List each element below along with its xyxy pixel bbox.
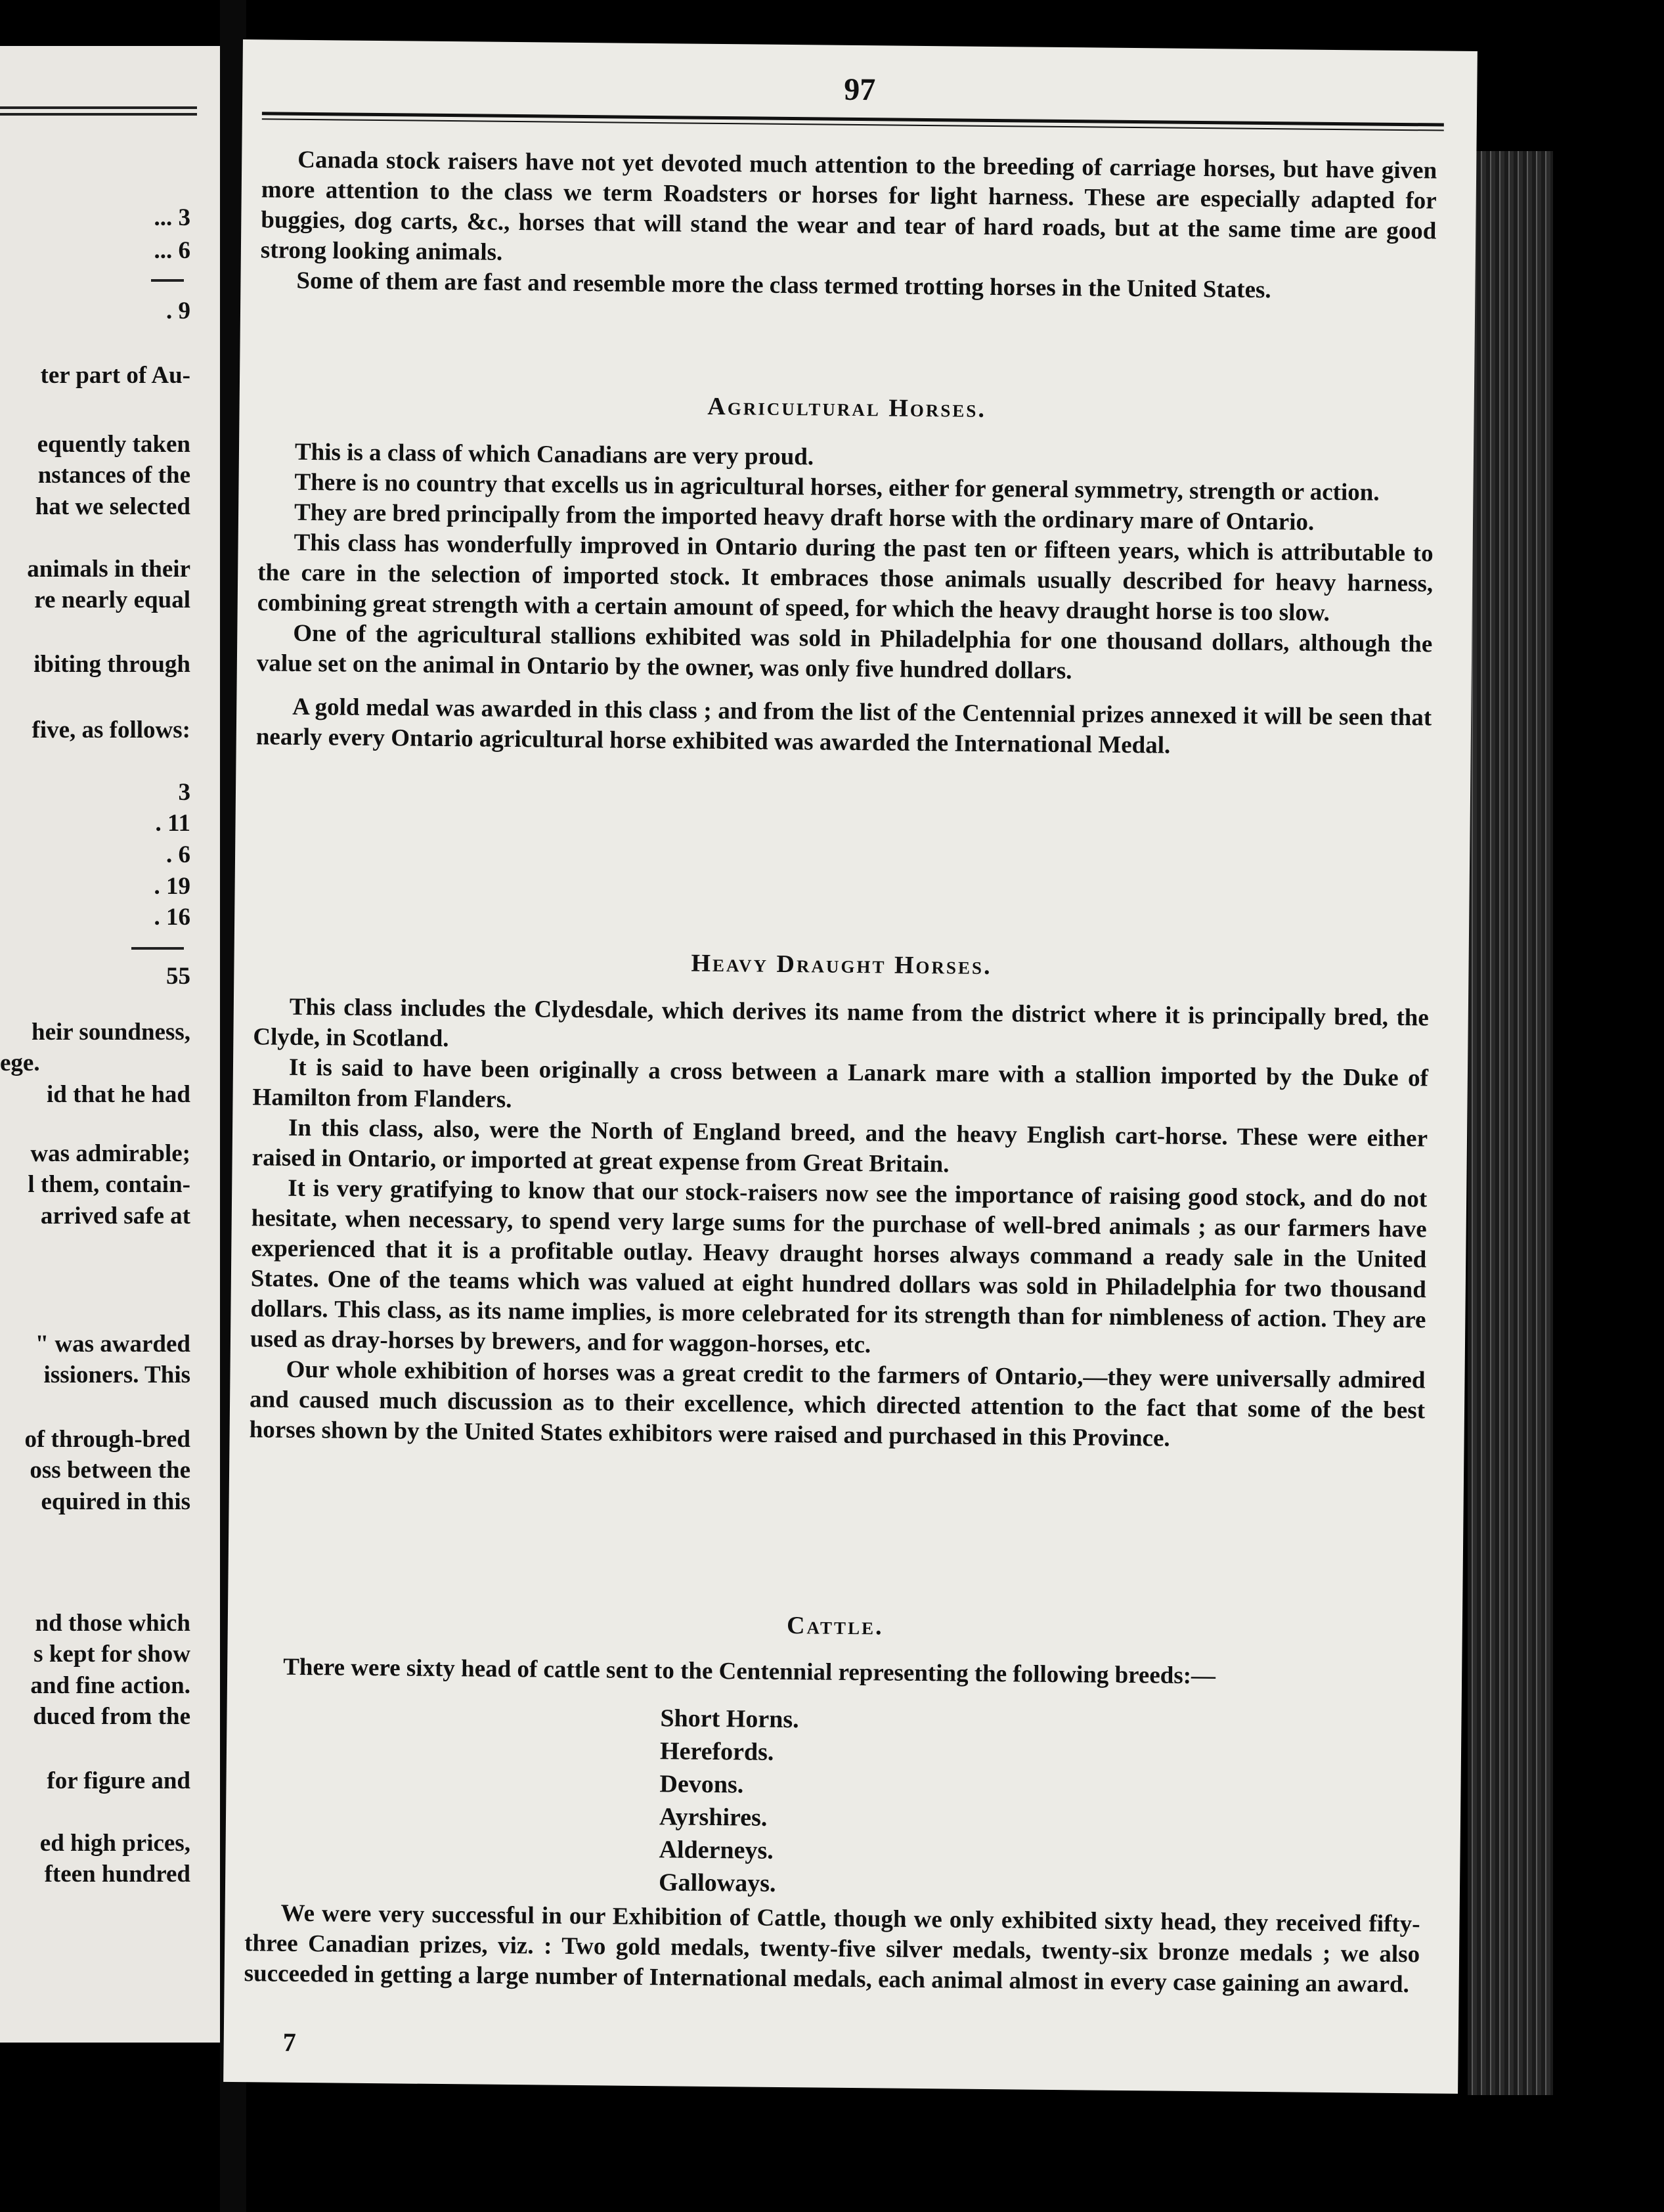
- signature-mark: 7: [282, 2027, 296, 2057]
- facing-line: nd those which: [35, 1610, 190, 1637]
- facing-line: ... 6: [154, 237, 190, 264]
- body-paragraph: In this class, also, were the North of England breed, and the heavy English cart-horse. These were either raised in Ontario, or imported at great expense from Great Britain.: [252, 1114, 1428, 1178]
- facing-line: heir soundness,: [32, 1019, 190, 1046]
- facing-page-fragment: [0, 46, 220, 2043]
- heavy-draught-heading: Heavy Draught Horses.: [691, 949, 992, 981]
- facing-line: duced from the: [33, 1703, 190, 1730]
- body-paragraph: It is said to have been originally a cross between a Lanark mare with a stallion imported by the Duke of Hamilton from Flanders.: [252, 1053, 1429, 1114]
- facing-line: hat we selected: [35, 493, 190, 520]
- facing-line: 3: [178, 779, 190, 806]
- facing-line: issioners. This: [43, 1361, 190, 1388]
- facing-line: equently taken: [37, 431, 190, 458]
- sum-rule: [131, 947, 184, 950]
- heavy-draught-section: [249, 992, 1429, 1456]
- facing-line: . 6: [166, 841, 190, 868]
- intro-paragraph: Canada stock raisers have not yet devoted much attention to the breeding of carriage horses, but have given more attention to the class we term Roadsters or horses for light harness. These are especially adapted for buggies, dog carts, &c., horses that will stand the wear and tear of hard roads, but at the same time are good strong looking animals.: [260, 146, 1437, 266]
- cattle-closing: [244, 1898, 1420, 2000]
- breed-item: Short Horns.: [660, 1704, 799, 1734]
- facing-line: . 19: [154, 873, 190, 900]
- body-paragraph: This class has wonderfully improved in Ontario during the past ten or fifteen years, which is attributable to the care in the selection of imported stock. It embraces those animals usually described for heavy harness, combining great strength with a certain amount of speed, for which the heavy draught horse is too slow.: [257, 529, 1434, 627]
- breed-item: Galloways.: [658, 1869, 776, 1897]
- agricultural-section: [256, 437, 1435, 763]
- cattle-closing-paragraph: We were very successful in our Exhibition of Cattle, though we only exhibited sixty head, they received fifty-three Canadian prizes, viz. : Two gold medals, twenty-five silver medals, twenty-six bronze medals ; we also succeeded in getting a large number of International medals, each animal almost in every case gaining an award.: [244, 1899, 1420, 1999]
- facing-line: fteen hundred: [44, 1861, 190, 1888]
- cattle-intro: [247, 1652, 1422, 1693]
- breed-item: Ayrshires.: [659, 1803, 768, 1832]
- facing-line: five, as follows:: [32, 717, 190, 743]
- facing-line: . 9: [166, 298, 190, 324]
- body-paragraph: It is very gratifying to know that our stock-raisers now see the importance of raising good stock, and do not hesitate, when necessary, to spend very large sums for the purchase of well-bred animals ; as our farmers have experienced that it is a profitable outlay. Heavy draught horses always command a ready sale in the United States. One of the teams which was valued at eight hundred dollars was sold in Philadelphia for two thousand dollars. This class, as its name implies, is more celebrated for its strength than for nimbleness of action. They are used as dray-horses by brewers, and for waggon-horses, etc.: [250, 1174, 1428, 1359]
- facing-line: equired in this: [41, 1488, 190, 1515]
- sum-rule: [151, 279, 184, 282]
- facing-page-rule: [0, 113, 197, 116]
- facing-line: re nearly equal: [34, 586, 190, 613]
- body-paragraph: One of the agricultural stallions exhibited was sold in Philadelphia for one thousand dollars, although the value set on the animal in Ontario by the owner, was only five hundred dollars.: [256, 619, 1433, 685]
- facing-line: and fine action.: [30, 1672, 190, 1699]
- facing-line: nstances of the: [37, 462, 190, 489]
- intro-section: [260, 144, 1437, 307]
- facing-page-rule: [0, 106, 197, 109]
- facing-line: ege.: [0, 1050, 40, 1076]
- facing-line: oss between the: [30, 1457, 190, 1484]
- facing-line: 55: [166, 963, 190, 990]
- cattle-heading: Cattle.: [786, 1612, 884, 1641]
- facing-line: id that he had: [47, 1081, 190, 1108]
- facing-line: ed high prices,: [39, 1830, 190, 1857]
- agricultural-heading: Agricultural Horses.: [707, 392, 987, 423]
- facing-line: l them, contain-: [28, 1171, 190, 1198]
- body-paragraph: This class includes the Clydesdale, which derives its name from the district where it is principally bred, the Clyde, in Scotland.: [253, 993, 1429, 1053]
- facing-line: s kept for show: [33, 1641, 190, 1668]
- facing-line: ... 3: [154, 204, 190, 231]
- facing-line: . 16: [154, 904, 190, 931]
- body-paragraph: This is a class of which Canadians are very proud.: [294, 438, 814, 471]
- breed-list: [659, 1702, 799, 1900]
- main-page: [223, 39, 1478, 2094]
- intro-paragraph: Some of them are fast and resemble more the class termed trotting horses in the United States.: [296, 267, 1271, 304]
- body-paragraph: A gold medal was awarded in this class ; and from the list of the Centennial prizes annexed it will be seen that nearly every Ontario agricultural horse exhibited was awarded the International Medal.: [255, 693, 1432, 759]
- breed-item: Alderneys.: [659, 1836, 774, 1865]
- breed-item: Herefords.: [659, 1737, 774, 1766]
- facing-line: " was awarded: [35, 1331, 190, 1358]
- body-paragraph: Our whole exhibition of horses was a great credit to the farmers of Ontario,—they were universally admired and caused much discussion as to their excellence, which directed attention to the fact that some of the best horses shown by the United States exhibitors were raised and purchased in this Province.: [249, 1356, 1426, 1452]
- facing-line: ibiting through: [33, 651, 190, 678]
- facing-line: ter part of Au-: [40, 362, 190, 389]
- facing-line: animals in their: [27, 556, 190, 583]
- page-edges: [1468, 151, 1553, 2095]
- breed-item: Devons.: [659, 1770, 744, 1799]
- facing-line: of through-bred: [24, 1426, 190, 1453]
- facing-line: arrived safe at: [40, 1203, 190, 1229]
- facing-line: for figure and: [47, 1767, 190, 1794]
- facing-line: was admirable;: [30, 1140, 190, 1167]
- body-paragraph: There is no country that excells us in agricultural horses, either for general symmetry, strength or action.: [294, 468, 1380, 506]
- page-number: 97: [844, 72, 876, 108]
- body-paragraph: They are bred principally from the imported heavy draft horse with the ordinary mare of Ontario.: [294, 498, 1315, 536]
- cattle-intro-paragraph: There were sixty head of cattle sent to the Centennial representing the following breeds:—: [283, 1653, 1216, 1690]
- facing-line: . 11: [155, 810, 190, 837]
